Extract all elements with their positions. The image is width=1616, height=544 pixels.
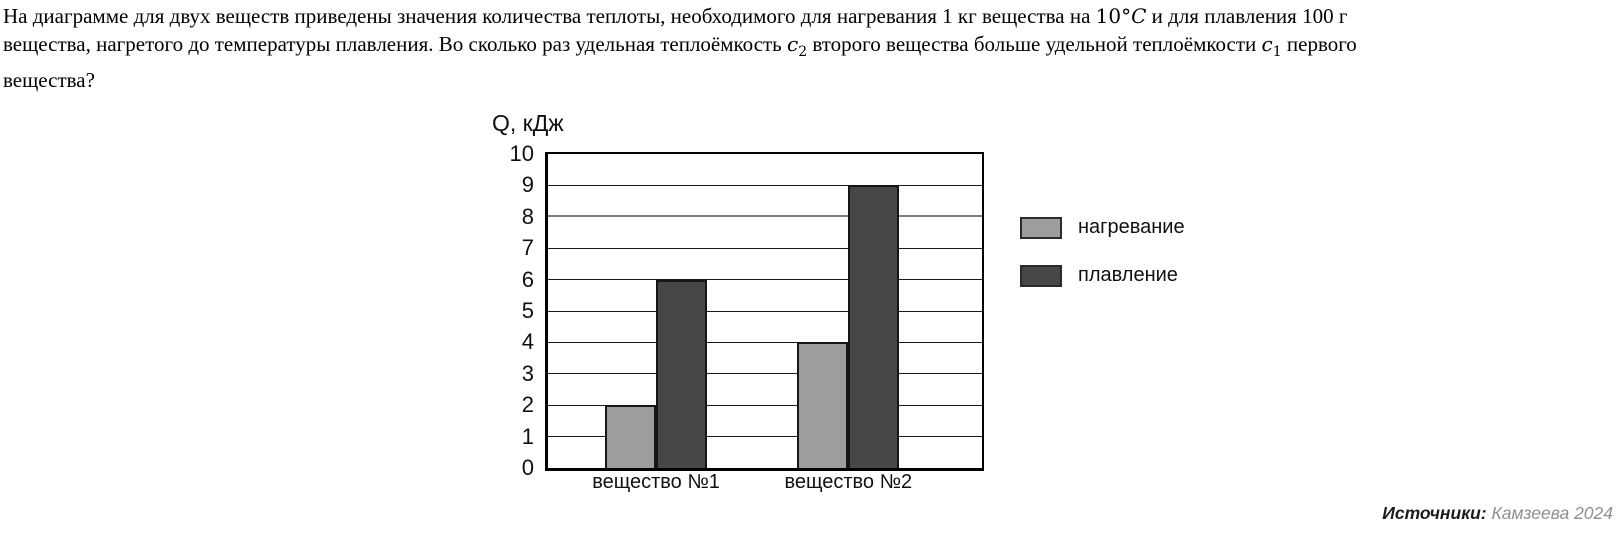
source-value: Камзеева 2024 xyxy=(1491,503,1613,523)
y-tick-label: 1 xyxy=(521,423,534,449)
math-c1-subscript: 1 xyxy=(1272,44,1282,61)
y-tick-label: 8 xyxy=(521,203,534,229)
gridline xyxy=(548,248,982,249)
y-tick-label: 4 xyxy=(521,329,534,355)
legend-swatch xyxy=(1020,217,1062,239)
gridline xyxy=(548,185,982,186)
gridline xyxy=(548,342,982,343)
legend-item xyxy=(1020,264,1185,287)
problem-line-1 xyxy=(3,2,1608,30)
math-c2-subscript: 2 xyxy=(798,44,808,61)
source-note xyxy=(1382,503,1613,524)
legend xyxy=(1020,216,1185,312)
problem-line-2 xyxy=(3,30,1608,66)
math-celsius-letter: C xyxy=(1131,4,1147,28)
y-axis-title: Q, кДж xyxy=(492,110,564,136)
gridline xyxy=(548,373,982,374)
problem-line-3 xyxy=(3,66,1608,94)
problem-text-segment: вещества, нагретого до температуры плавления. Во сколько раз удельная теплоёмкость xyxy=(3,32,788,56)
y-tick-label: 7 xyxy=(521,235,534,261)
legend-label: плавление xyxy=(1078,264,1178,286)
bar-нагревание-2 xyxy=(797,342,848,468)
plot-area xyxy=(545,152,984,471)
y-tick-label: 5 xyxy=(521,298,534,323)
gridline xyxy=(548,311,982,312)
y-tick-label: 10 xyxy=(509,141,534,166)
problem-text-segment: вещества? xyxy=(3,68,95,93)
legend-item xyxy=(1020,216,1185,239)
x-category-label: вещество №1 xyxy=(592,471,720,493)
y-tick-label: 3 xyxy=(521,360,534,386)
problem-text xyxy=(3,2,1608,94)
y-axis-tick-labels xyxy=(484,141,540,480)
problem-text-segment: и для плавления 100 г xyxy=(1146,4,1348,28)
problem-text-segment: второго вещества больше удельной теплоёмкости xyxy=(807,32,1262,56)
x-category-labels xyxy=(548,471,982,497)
math-c1-symbol: c xyxy=(1261,32,1273,56)
source-label: Источники: xyxy=(1382,503,1487,523)
gridline xyxy=(548,215,982,217)
y-tick-label: 9 xyxy=(521,172,534,198)
legend-swatch xyxy=(1020,265,1062,287)
bar-плавление-2 xyxy=(848,185,899,468)
problem-text-segment: первого xyxy=(1281,32,1357,56)
y-tick-label: 0 xyxy=(521,455,534,480)
bar-нагревание-1 xyxy=(605,405,656,468)
math-c2-symbol: c xyxy=(787,32,799,56)
y-tick-label: 6 xyxy=(521,266,534,292)
math-degree-value: 10° xyxy=(1095,4,1132,28)
x-category-label: вещество №2 xyxy=(784,471,913,493)
bar-плавление-1 xyxy=(656,280,707,468)
y-tick-label: 2 xyxy=(521,392,534,418)
problem-text-segment: На диаграмме для двух веществ приведены значения количества теплоты, необходимого для нагревания 1 кг вещества на xyxy=(3,4,1096,28)
legend-label: нагревание xyxy=(1078,216,1185,238)
gridline xyxy=(548,279,982,280)
